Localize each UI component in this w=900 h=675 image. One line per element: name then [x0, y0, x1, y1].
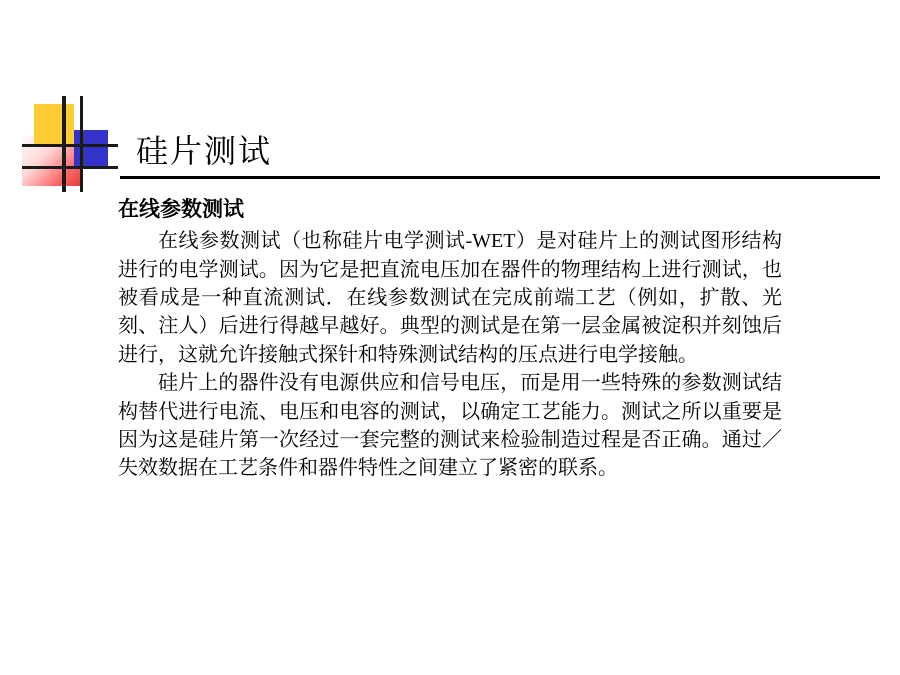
body-paragraph-2: 硅片上的器件没有电源供应和信号电压，而是用一些特殊的参数测试结构替代进行电流、电压和电容的测试，以确定工艺能力。测试之所以重要是因为这是硅片第一次经过一套完整的测试来检验制造过程是否正确。通过／失效数据在工艺条件和器件特性之间建立了紧密的联系。 [118, 372, 782, 480]
horizontal-rule-top [22, 144, 118, 147]
title-divider [120, 176, 880, 179]
decorative-logo-graphic [22, 96, 118, 192]
slide-body [118, 196, 782, 483]
slide-title: 硅片测试 [136, 133, 273, 169]
yellow-square-shape [34, 104, 74, 144]
horizontal-rule-bottom [22, 166, 118, 169]
section-subheading: 在线参数测试 [118, 197, 244, 221]
body-paragraph-1: 在线参数测试（也称硅片电学测试-WET）是对硅片上的测试图形结构进行的电学测试。因为它是把直流电压加在器件的物理结构上进行测试，也被看成是一种直流测试．在线参数测试在完成前端工艺（例如，扩散、光刻、注人）后进行得越早越好。典型的测试是在第一层金属被淀积并刻蚀后进行，这就允许接触式探针和特殊测试结构的压点进行电学接触。 [118, 230, 782, 366]
